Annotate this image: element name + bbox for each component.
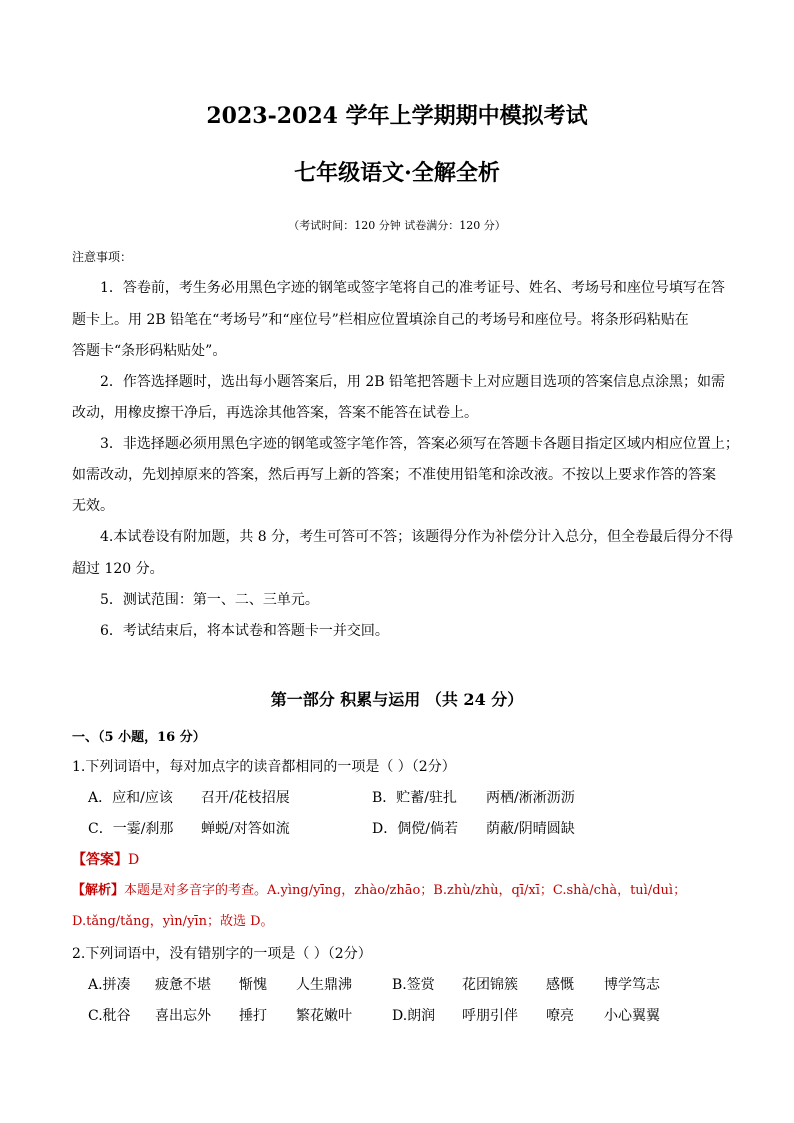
part-title: 第一部分 积累与运用 （共 24 分）	[270, 690, 524, 709]
exam-info: （考试时间：120 分钟 试卷满分：120 分）	[288, 219, 506, 232]
answer-tag: 【答案】	[72, 852, 128, 868]
notice-line: 1．答卷前，考生务必用黑色字迹的钢笔或签字笔将自己的准考证号、姓名、考场号和座位号填写在答	[100, 280, 725, 296]
option-word: D.朗润	[392, 1008, 436, 1024]
notice-heading: 注意事项：	[72, 250, 133, 264]
notice-line: 如需改动，先划掉原来的答案，然后再写上新的答案；不准使用铅笔和涂改液。不按以上要求作答的答案	[72, 467, 716, 483]
option-word: 繁花嫩叶	[296, 1008, 352, 1024]
option-b-word: 两栖/淅淅沥沥	[486, 790, 575, 806]
option-word: 小心翼翼	[604, 1008, 660, 1024]
option-word: 捶打	[239, 1008, 267, 1024]
option-a-word: 召开/花枝招展	[201, 790, 290, 806]
option-b-word: B．贮蓄/驻扎	[372, 790, 458, 806]
option-word: B.签赏	[392, 977, 435, 993]
option-word: C.秕谷	[88, 1008, 131, 1024]
option-d-word: 荫蔽/阴晴圆缺	[486, 821, 575, 837]
notice-line: 3．非选择题必须用黑色字迹的钢笔或签字笔作答，答案必须写在答题卡各题目指定区域内相应位置上；	[100, 436, 739, 452]
question-group-label: 一、（5 小题，16 分）	[72, 730, 206, 745]
analysis-line	[72, 881, 686, 901]
document-subtitle: 七年级语文·全解全析	[294, 160, 500, 186]
notice-line: 超过 120 分。	[72, 561, 164, 577]
option-word: 博学笃志	[604, 977, 660, 993]
option-word: A.拼凑	[88, 977, 131, 993]
option-word: 嘹亮	[546, 1008, 574, 1024]
notice-line: 改动，用橡皮擦干净后，再选涂其他答案，答案不能答在试卷上。	[72, 405, 478, 421]
option-c-word: 蝉蜕/对答如流	[201, 821, 290, 837]
analysis-tag: 【解析】	[72, 883, 125, 898]
option-word: 人生鼎沸	[296, 977, 352, 993]
answer-value: D	[128, 852, 140, 868]
option-word: 感慨	[546, 977, 574, 993]
option-word: 疲惫不堪	[155, 977, 211, 993]
notice-line: 答题卡“条形码粘贴处”。	[72, 343, 227, 359]
option-word: 喜出忘外	[155, 1008, 211, 1024]
option-a-word: A．应和/应该	[88, 790, 173, 806]
notice-line: 5．测试范围：第一、二、三单元。	[100, 592, 319, 608]
document-title: 2023-2024 学年上学期期中模拟考试	[206, 103, 588, 129]
question-stem: 2.下列词语中，没有错别字的一项是（ ）（2分）	[72, 946, 372, 962]
analysis-text: 本题是对多音字的考查。A.yìng/yīng，zhào/zhāo；B.zhù/zhù，qī/xī；C.shà/chà，tuì/duì；	[124, 883, 687, 898]
analysis-text: D.tǎng/tǎng，yìn/yīn；故选 D。	[72, 914, 274, 929]
question-stem: 1.下列词语中，每对加点字的读音都相同的一项是（ ）（2分）	[72, 759, 456, 775]
option-word: 花团锦簇	[462, 977, 518, 993]
notice-line: 2．作答选择题时，选出每小题答案后，用 2B 铅笔把答题卡上对应题目选项的答案信息点涂黑；如需	[100, 374, 726, 390]
notice-line: 题卡上。用 2B 铅笔在“考场号”和“座位号”栏相应位置填涂自己的考场号和座位号。将条形码粘贴在	[72, 312, 689, 328]
notice-line: 4.本试卷设有附加题，共 8 分，考生可答可不答；该题得分作为补偿分计入总分，但全卷最后得分不得	[100, 529, 734, 545]
answer-line	[72, 850, 139, 870]
option-word: 惭愧	[239, 977, 267, 993]
notice-line: 6．考试结束后，将本试卷和答题卡一并交回。	[100, 623, 389, 639]
notice-line: 无效。	[72, 498, 114, 514]
option-d-word: D．倜傥/倘若	[372, 821, 458, 837]
option-c-word: C．一霎/刹那	[88, 821, 174, 837]
option-word: 呼朋引伴	[462, 1008, 518, 1024]
